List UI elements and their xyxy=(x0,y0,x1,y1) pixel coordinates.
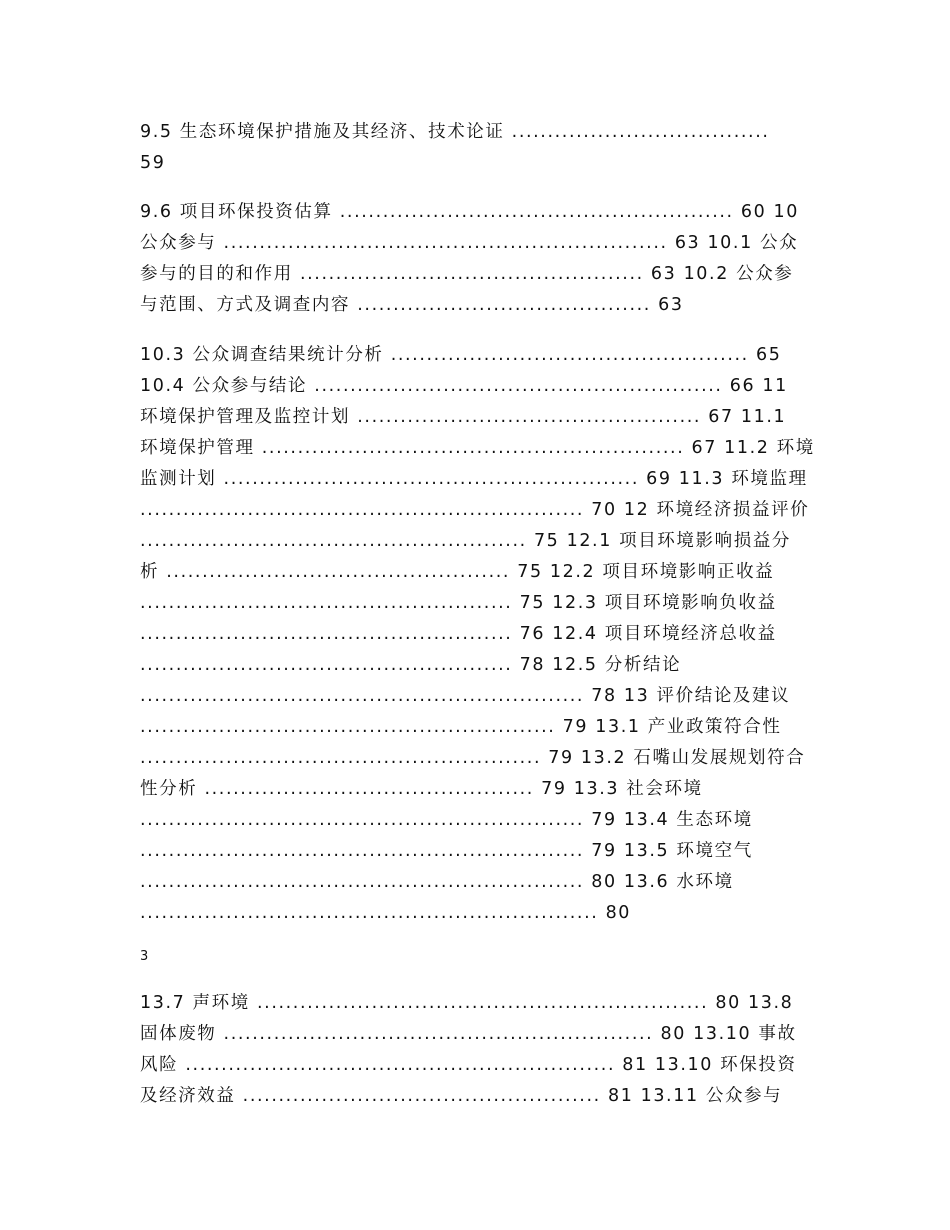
toc-line: 10.4 公众参与结论 ......................................................... 66 11 xyxy=(140,376,788,396)
toc-line: ................................................................ 80 xyxy=(140,903,632,923)
toc-line: .................................................... 78 12.5 分析结论 xyxy=(140,655,682,675)
toc-line: 59 xyxy=(140,153,166,173)
toc-line: 9.6 项目环保投资估算 ....................................................... 60 10 xyxy=(140,202,799,222)
toc-line: 9.5 生态环境保护措施及其经济、技术论证 .................................... xyxy=(140,122,770,142)
toc-line: 13.7 声环境 ............................................................... 80 13.8 xyxy=(140,993,794,1013)
toc-line: .............................................................. 78 13 评价结论及建议 xyxy=(140,686,791,706)
toc-line: 参与的目的和作用 ................................................ 63 10.2 公众参 xyxy=(140,264,794,284)
toc-line: 风险 ............................................................ 81 13.10 环保投资 xyxy=(140,1055,797,1075)
toc-line: 析 ................................................ 75 12.2 项目环境影响正收益 xyxy=(140,562,775,582)
toc-line: 与范围、方式及调查内容 ......................................... 63 xyxy=(140,295,684,315)
toc-line: .......................................................... 79 13.1 产业政策符合性 xyxy=(140,717,782,737)
toc-line: .............................................................. 70 12 环境经济损益评价 xyxy=(140,500,810,520)
toc-line: 固体废物 ............................................................ 80 13.10 事故 xyxy=(140,1024,797,1044)
toc-line: 环境保护管理 ........................................................... 67 11.2 环境 xyxy=(140,438,815,458)
toc-line: 监测计划 .......................................................... 69 11.3 环境监理 xyxy=(140,469,808,489)
toc-line: .............................................................. 79 13.5 环境空气 xyxy=(140,841,753,861)
toc-line: .................................................... 76 12.4 项目环境经济总收益 xyxy=(140,624,777,644)
toc-line: .................................................... 75 12.3 项目环境影响负收益 xyxy=(140,593,777,613)
toc-line: 环境保护管理及监控计划 ................................................ 67 11.1 xyxy=(140,407,787,427)
toc-line: ........................................................ 79 13.2 石嘴山发展规划符合 xyxy=(140,748,806,768)
toc-line: .............................................................. 80 13.6 水环境 xyxy=(140,872,734,892)
toc-line: .............................................................. 79 13.4 生态环境 xyxy=(140,810,753,830)
toc-line: 及经济效益 .................................................. 81 13.11 公众参与 xyxy=(140,1086,783,1106)
toc-line: 10.3 公众调查结果统计分析 .................................................. 65 xyxy=(140,345,782,365)
page-number: 3 xyxy=(140,949,149,964)
toc-line: 性分析 .............................................. 79 13.3 社会环境 xyxy=(140,779,703,799)
toc-line: ...................................................... 75 12.1 项目环境影响损益分 xyxy=(140,531,792,551)
toc-line: 公众参与 .............................................................. 63 10.1 公众 xyxy=(140,233,799,253)
